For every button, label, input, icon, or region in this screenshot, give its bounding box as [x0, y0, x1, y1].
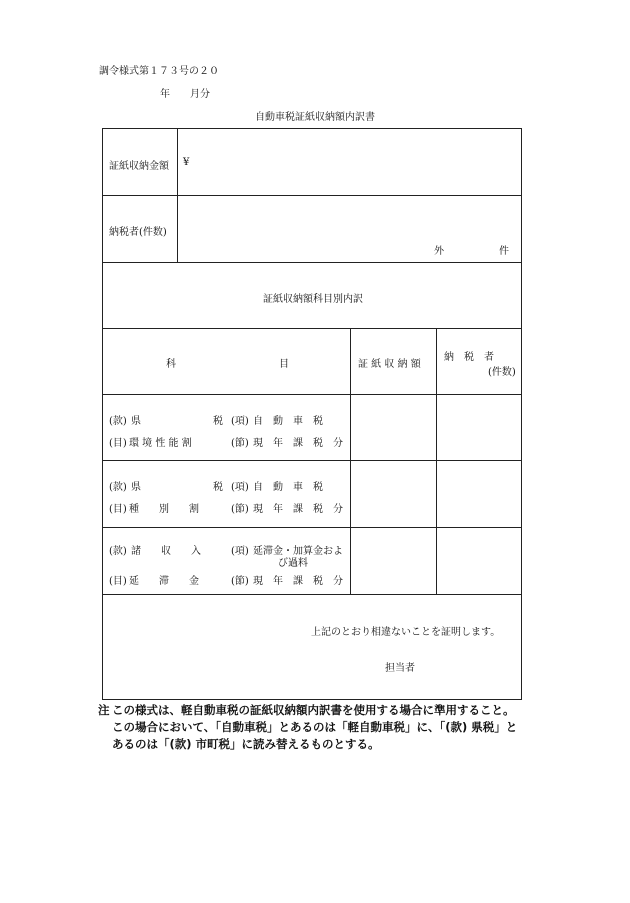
divider: [350, 328, 351, 594]
col-subject: 科: [166, 359, 176, 370]
divider: [103, 394, 521, 395]
note-text: この様式は、軽自動車税の証紙収納額内訳書を使用する場合に準用すること。この場合において、「自動車税」とあるのは「軽自動車税」に、「(款) 県税」とあるのは「(款) 市町税」に読み替えるものとする。: [112, 703, 518, 751]
divider: [103, 328, 521, 329]
divider: [103, 594, 521, 595]
kou-tag: (項): [231, 416, 249, 427]
divider: [436, 328, 437, 594]
section-title: 証紙収納額科目別内訳: [263, 294, 363, 305]
col-item: 目: [279, 359, 289, 370]
kan-tag: (款): [109, 482, 127, 493]
form-table: [102, 128, 522, 700]
taxpayers-label: 納税者(件数): [109, 227, 167, 238]
divider: [103, 262, 521, 263]
kou-tag: (項): [231, 546, 249, 557]
footnote: [98, 702, 523, 753]
col-amount: 証 紙 収 納 額: [358, 359, 421, 370]
kan-name: 県: [131, 482, 141, 493]
outside-label: 外: [434, 246, 444, 257]
setsu-name: 現 年 課 税 分: [253, 576, 343, 587]
moku-name: 種 別 割: [129, 504, 199, 515]
yen-symbol: ¥: [183, 157, 190, 168]
kan-tag: (款): [109, 416, 127, 427]
kou-tag: (項): [231, 482, 249, 493]
setsu-name: 現 年 課 税 分: [253, 504, 343, 515]
divider: [103, 527, 521, 528]
moku-name: 延 滞 金: [129, 576, 199, 587]
divider: [177, 129, 178, 262]
period: [160, 85, 210, 100]
divider: [103, 195, 521, 196]
kan-end: 税: [213, 416, 223, 427]
form-number: 調令様式第１７３号の２０: [99, 66, 219, 77]
col-taxpayers: 納 税 者: [444, 352, 494, 363]
kan-name: 県: [131, 416, 141, 427]
moku-tag: (目): [109, 438, 127, 449]
period-year: 年: [160, 89, 170, 100]
certification-statement: 上記のとおり相違ないことを証明します。: [311, 627, 501, 638]
kan-tag: (款): [109, 546, 127, 557]
setsu-tag: (節): [231, 504, 249, 515]
count-unit: 件: [499, 246, 509, 257]
moku-tag: (目): [109, 576, 127, 587]
note-mark: 注: [98, 703, 110, 717]
stamp-amount-label: 証紙収納金額: [109, 161, 169, 172]
divider: [103, 460, 521, 461]
document-title: 自動車税証紙収納額内訳書: [255, 112, 375, 123]
col-taxpayers-sub: (件数): [488, 367, 516, 378]
person-in-charge-label: 担当者: [385, 663, 415, 674]
period-month: 月分: [190, 89, 210, 100]
setsu-name: 現 年 課 税 分: [253, 438, 343, 449]
kou-name: 自 動 車 税: [253, 482, 323, 493]
setsu-tag: (節): [231, 438, 249, 449]
kou-name-cont: び過料: [278, 558, 308, 569]
kan-name: 諸 収 入: [131, 546, 201, 557]
kou-name: 延滞金・加算金およ: [253, 546, 343, 557]
setsu-tag: (節): [231, 576, 249, 587]
moku-name: 環 境 性 能 割: [129, 438, 192, 449]
kou-name: 自 動 車 税: [253, 416, 323, 427]
moku-tag: (目): [109, 504, 127, 515]
kan-end: 税: [213, 482, 223, 493]
